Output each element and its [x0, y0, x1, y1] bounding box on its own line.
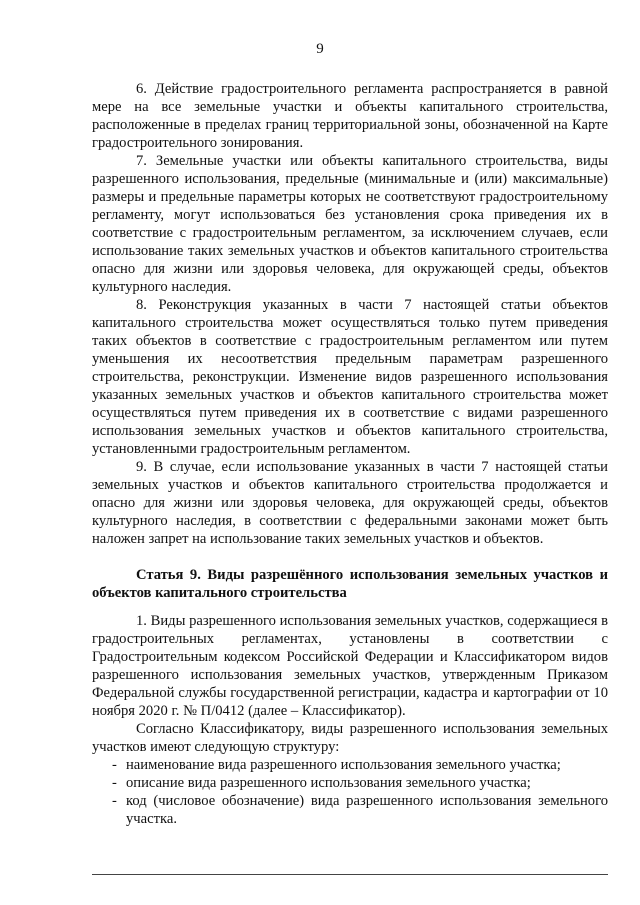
page-content	[92, 80, 608, 828]
structure-list	[92, 756, 608, 828]
footer-divider	[92, 874, 608, 875]
list-item-text: описание вида разрешенного использования земельного участка;	[126, 775, 531, 791]
list-item-text: наименование вида разрешенного использования земельного участка;	[126, 757, 561, 773]
list-bullet: -	[112, 757, 117, 773]
paragraph-6: 6. Действие градостроительного регламента распространяется в равной мере на все земельные участки и объекты капитального строительства, расположенные в пределах границ территориальной зоны, обозначенной на Карте градостроительного зонирования.	[92, 81, 608, 151]
list-item	[92, 756, 608, 774]
page-number: 9	[316, 41, 324, 57]
paragraph-8: 8. Реконструкция указанных в части 7 настоящей статьи объектов капитального строительства может осуществляться только путем приведения таких объектов в соответствие с градостроительным регламентом или путем уменьшения их несоответствия предельным параметрам разрешенного строительства, реконструкции. Изменение видов разрешенного использования указанных земельных участков и объектов капитального строительства может осуществляться путем приведения их в соответствие с видами разрешенного использования земельных участков и объектов капитального строительства, установленными градостроительным регламентом.	[92, 297, 608, 457]
list-item	[92, 792, 608, 828]
list-item-text: код (числовое обозначение) вида разрешенного использования земельного участка.	[126, 793, 608, 827]
list-bullet: -	[112, 793, 117, 809]
article-paragraph-1: 1. Виды разрешенного использования земельных участков, содержащиеся в градостроительных регламентах, установлены в соответствии с Градостроительным кодексом Российской Федерации и Классификатором видов разрешенного использования земельных участков, утвержденным Приказом Федеральной службы государственной регистрации, кадастра и картографии от 10 ноября 2020 г. № П/0412 (далее – Классификатор).	[92, 613, 608, 719]
list-item	[92, 774, 608, 792]
list-bullet: -	[112, 775, 117, 791]
paragraph-9: 9. В случае, если использование указанных в части 7 настоящей статьи земельных участков и объектов капитального строительства продолжается и опасно для жизни или здоровья человека, для окружающей среды, объектов культурного наследия, в соответствии с федеральными законами может быть наложен запрет на использование таких земельных участков и объектов.	[92, 459, 608, 547]
article-heading: Статья 9. Виды разрешённого использования земельных участков и объектов капитального строительства	[92, 567, 608, 601]
paragraph-7: 7. Земельные участки или объекты капитального строительства, виды разрешенного использования, предельные (минимальные и (или) максимальные) размеры и предельные параметры которых не соответствуют градостроительному регламенту, могут использоваться без установления срока приведения их в соответствие с градостроительным регламентом, за исключением случаев, если использование таких земельных участков и объектов капитального строительства опасно для жизни или здоровья человека, для окружающей среды, объектов культурного наследия.	[92, 153, 608, 295]
article-paragraph-structure: Согласно Классификатору, виды разрешенного использования земельных участков имеют следующую структуру:	[92, 721, 608, 755]
